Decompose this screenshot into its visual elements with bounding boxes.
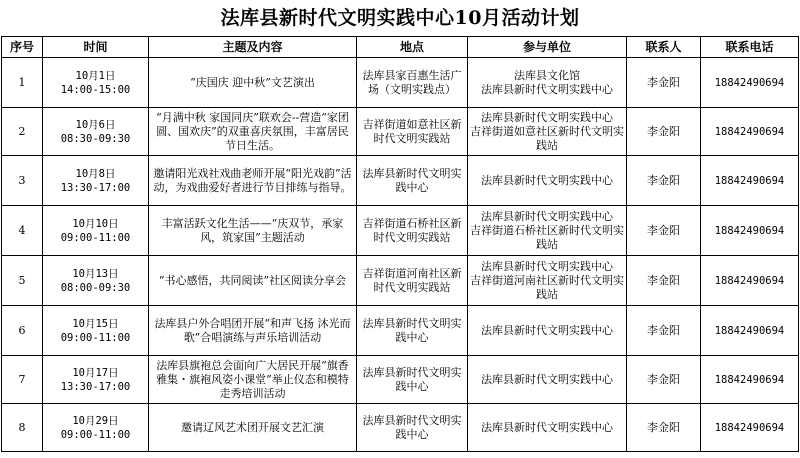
cell-time (43, 306, 149, 356)
cell-phone: 18842490694 (701, 356, 799, 404)
cell-place: 法库县新时代文明实践中心 (357, 404, 468, 452)
cell-date: 10月13日 (72, 267, 119, 280)
cell-units: 法库县新时代文明实践中心 吉祥街道石桥社区新时代文明实践站 (468, 206, 627, 256)
cell-phone: 18842490694 (701, 206, 799, 256)
cell-contact: 李金阳 (627, 58, 701, 108)
cell-date: 10月8日 (75, 167, 116, 180)
cell-place: 吉祥街道石桥社区新时代文明实践站 (357, 206, 468, 256)
cell-units: 法库县新时代文明实践中心 (468, 356, 627, 404)
cell-hours: 13:30-17:00 (60, 181, 131, 194)
cell-units: 法库县文化馆 法库县新时代文明实践中心 (468, 58, 627, 108)
cell-units: 法库县新时代文明实践中心 (468, 156, 627, 206)
cell-contact: 李金阳 (627, 206, 701, 256)
table-row (2, 256, 799, 306)
cell-time (43, 108, 149, 156)
cell-seq: 6 (2, 306, 43, 356)
cell-theme: “月满中秋 家国同庆”联欢会--营造“家团圆、国欢庆”的双重喜庆氛围，丰富居民节日生活。 (149, 108, 357, 156)
table-row (2, 58, 799, 108)
cell-seq: 1 (2, 58, 43, 108)
cell-time (43, 206, 149, 256)
cell-theme: 法库县旗袍总会面向广大居民开展“旗香雅集・旗袍风姿小课堂”举止仪态和模特走秀培训活动 (149, 356, 357, 404)
cell-seq: 2 (2, 108, 43, 156)
cell-theme: 丰富活跃文化生活——“庆双节，承家风，筑家国”主题活动 (149, 206, 357, 256)
table-row (2, 156, 799, 206)
cell-contact: 李金阳 (627, 108, 701, 156)
cell-place: 法库县家百惠生活广场（文明实践点） (357, 58, 468, 108)
cell-date: 10月15日 (72, 317, 119, 330)
header-units: 参与单位 (468, 37, 627, 58)
cell-units: 法库县新时代文明实践中心 (468, 306, 627, 356)
cell-hours: 14:00-15:00 (60, 83, 131, 96)
cell-units: 法库县新时代文明实践中心 吉祥街道河南社区新时代文明实践站 (468, 256, 627, 306)
cell-date: 10月29日 (72, 414, 119, 427)
cell-hours: 13:30-17:00 (60, 380, 131, 393)
cell-seq: 8 (2, 404, 43, 452)
cell-hours: 08:30-09:30 (60, 132, 131, 145)
cell-contact: 李金阳 (627, 156, 701, 206)
cell-phone: 18842490694 (701, 306, 799, 356)
cell-units: 法库县新时代文明实践中心 (468, 404, 627, 452)
cell-theme: 邀请辽风艺术团开展文艺汇演 (149, 404, 357, 452)
cell-phone: 18842490694 (701, 58, 799, 108)
header-time: 时间 (43, 37, 149, 58)
cell-seq: 4 (2, 206, 43, 256)
cell-seq: 3 (2, 156, 43, 206)
cell-place: 吉祥街道河南社区新时代文明实践站 (357, 256, 468, 306)
header-place: 地点 (357, 37, 468, 58)
cell-date: 10月17日 (72, 366, 119, 379)
cell-hours: 09:00-11:00 (60, 231, 131, 244)
cell-place: 法库县新时代文明实践中心 (357, 356, 468, 404)
page-title: 法库县新时代文明实践中心10月活动计划 (220, 7, 580, 29)
header-seq: 序号 (2, 37, 43, 58)
header-contact: 联系人 (627, 37, 701, 58)
cell-hours: 09:00-11:00 (60, 331, 131, 344)
cell-theme: 法库县户外合唱团开展“和声飞扬 沐光而歌”合唱演练与声乐培训活动 (149, 306, 357, 356)
cell-place: 吉祥街道如意社区新时代文明实践站 (357, 108, 468, 156)
cell-date: 10月6日 (75, 118, 116, 131)
cell-theme: “书心感悟，共同阅读”社区阅读分享会 (149, 256, 357, 306)
cell-place: 法库县新时代文明实践中心 (357, 156, 468, 206)
cell-phone: 18842490694 (701, 108, 799, 156)
cell-date: 10月10日 (72, 217, 119, 230)
table-row (2, 306, 799, 356)
header-theme: 主题及内容 (149, 37, 357, 58)
cell-phone: 18842490694 (701, 256, 799, 306)
cell-contact: 李金阳 (627, 306, 701, 356)
cell-contact: 李金阳 (627, 356, 701, 404)
table-row (2, 206, 799, 256)
cell-time (43, 58, 149, 108)
header-row (2, 37, 799, 58)
cell-hours: 08:00-09:30 (60, 281, 131, 294)
cell-seq: 5 (2, 256, 43, 306)
cell-theme: 邀请阳光戏社戏曲老师开展“阳光戏韵”活动，为戏曲爱好者进行节目排练与指导。 (149, 156, 357, 206)
header-phone: 联系电话 (701, 37, 799, 58)
cell-time (43, 356, 149, 404)
cell-time (43, 156, 149, 206)
table-row (2, 108, 799, 156)
table-row (2, 356, 799, 404)
cell-time (43, 256, 149, 306)
cell-place: 法库县新时代文明实践中心 (357, 306, 468, 356)
cell-units: 法库县新时代文明实践中心 吉祥街道如意社区新时代文明实践站 (468, 108, 627, 156)
cell-hours: 09:00-11:00 (60, 428, 131, 441)
cell-seq: 7 (2, 356, 43, 404)
activity-table (1, 36, 799, 452)
cell-phone: 18842490694 (701, 404, 799, 452)
cell-phone: 18842490694 (701, 156, 799, 206)
cell-time (43, 404, 149, 452)
cell-date: 10月1日 (75, 69, 116, 82)
cell-theme: “庆国庆 迎中秋”文艺演出 (149, 58, 357, 108)
cell-contact: 李金阳 (627, 404, 701, 452)
cell-contact: 李金阳 (627, 256, 701, 306)
table-row (2, 404, 799, 452)
